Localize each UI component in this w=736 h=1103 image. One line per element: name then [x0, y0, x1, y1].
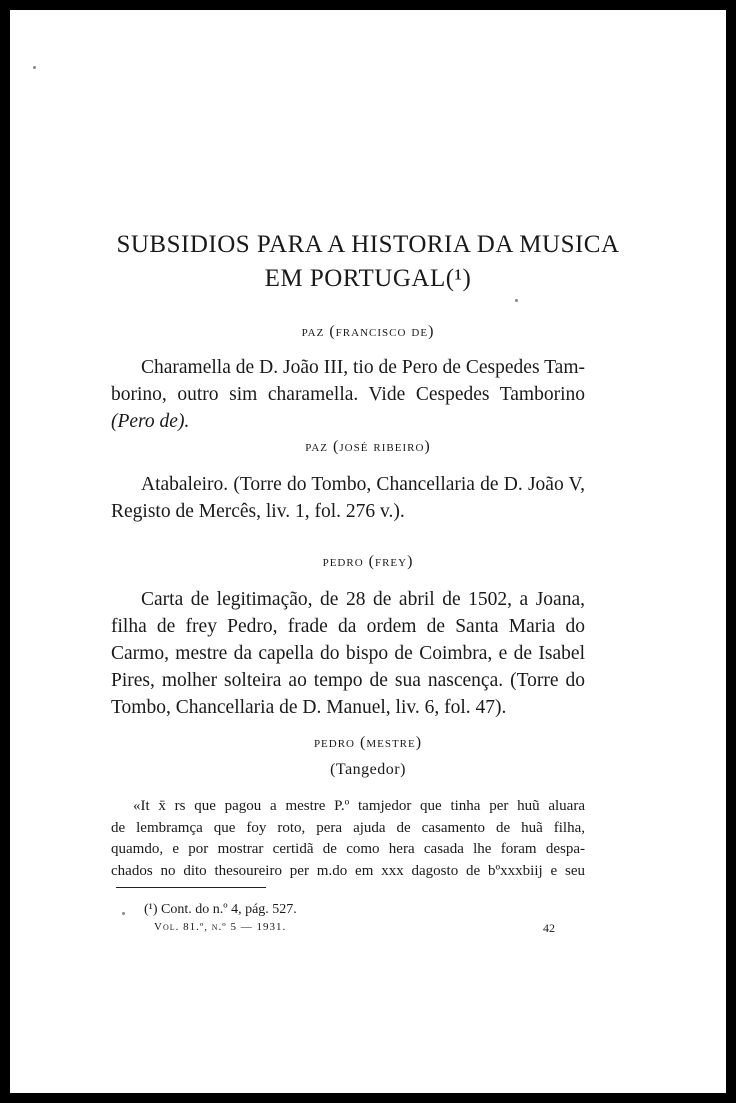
body-line: Carmo, mestre da capella do bispo de Coimbra, e de Isabel — [111, 643, 585, 664]
speck-mark — [122, 912, 125, 915]
speck-mark — [33, 66, 36, 69]
speck-mark — [515, 299, 518, 302]
body-line: Atabaleiro. (Torre do Tombo, Chancellaria de D. João V, — [141, 474, 585, 495]
volume-signature: Vol. 81.º, n.º 5 — 1931. — [154, 921, 287, 933]
page-number: 42 — [543, 921, 555, 935]
body-line: (Pero de). — [111, 411, 190, 432]
entry-body-pedro-frey — [111, 586, 585, 721]
body-line: Pires, molher solteira ao tempo de sua nascença. (Torre do — [111, 670, 585, 691]
body-line: Tombo, Chancellaria de D. Manuel, liv. 6, fol. 47). — [111, 697, 507, 718]
footnote-divider — [116, 887, 266, 888]
quote-line: chados no dito thesoureiro per m.do em xxx dagosto de bºxxxbiij e seu — [111, 862, 585, 879]
entry-subheading-tangedor: (Tangedor) — [330, 761, 406, 778]
entry-body-paz-francisco — [111, 354, 585, 435]
entry-heading-paz-francisco: paz (francisco de) — [301, 323, 435, 340]
footnote: (¹) Cont. do n.º 4, pág. 527. — [144, 902, 297, 917]
quote-line: quamdo, e por mostrar certidã de como hera casada lhe foram despa- — [111, 841, 585, 857]
entry-heading-pedro-frey: pedro (frey) — [322, 553, 414, 570]
document-page — [10, 10, 726, 1093]
body-line: Carta de legitimação, de 28 de abril de 1502, a Joana, — [141, 589, 585, 610]
body-line: Charamella de D. João III, tio de Pero de Cespedes Tam- — [141, 357, 585, 378]
title-line-1: SUBSIDIOS PARA A HISTORIA DA MUSICA — [116, 231, 620, 258]
entry-quote-pedro-mestre — [111, 796, 585, 882]
entry-heading-paz-jose: paz (josé ribeiro) — [305, 438, 431, 455]
body-line: filha de frey Pedro, frade da ordem de Santa Maria do — [111, 616, 585, 637]
quote-line: «It x̄ rs que pagou a mestre P.º tamjedor que tinha per huũ aluara — [133, 798, 585, 814]
entry-body-paz-jose — [111, 471, 585, 525]
quote-line: de lembramça que foy roto, pera ajuda de casamento de huã filha, — [111, 819, 585, 836]
body-line: Registo de Mercês, liv. 1, fol. 276 v.). — [111, 501, 405, 522]
body-line: borino, outro sim charamella. Vide Cespedes Tamborino — [111, 384, 585, 405]
title-line-2: EM PORTUGAL(¹) — [264, 265, 472, 292]
entry-heading-pedro-mestre: pedro (mestre) — [313, 734, 423, 751]
